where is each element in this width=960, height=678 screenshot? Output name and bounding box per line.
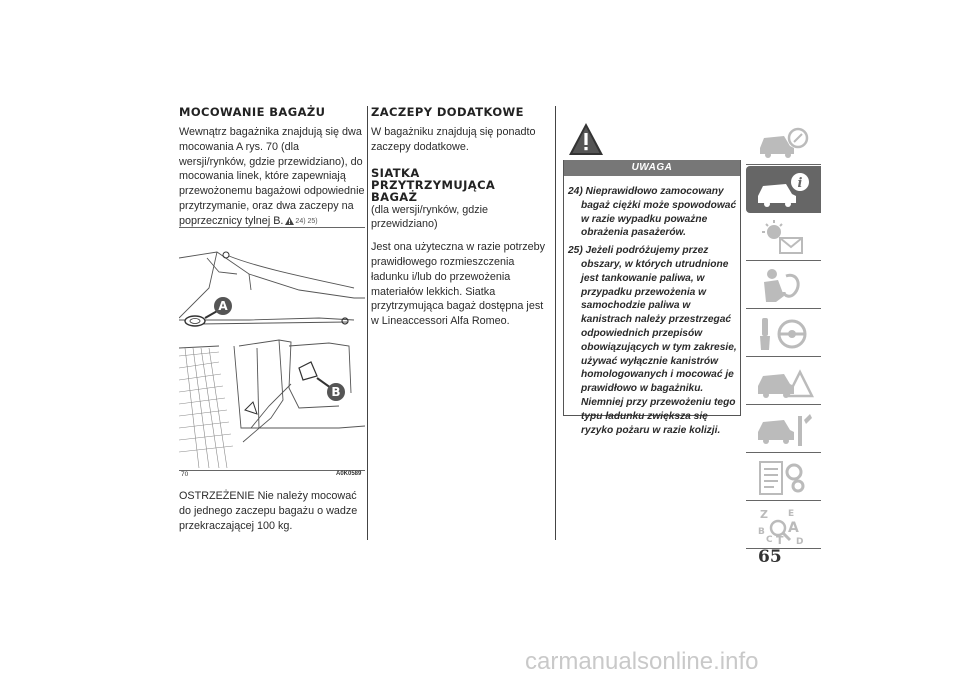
column-divider [555,106,556,540]
sidebar-item-lights[interactable] [746,214,821,261]
mocowanie-text: Wewnątrz bagażnika znajdują się dwa mocowania A rys. 70 (dla wersji/rynków, gdzie przewidziano), do mocowania linek, które zapewniają przewożonemu bagażowi odpowiednie przytrzymanie, oraz dwa zaczepy na poprzecznicy tylnej B. [179,126,365,227]
column-zaczepy [371,106,549,329]
car-info-icon [754,170,814,210]
label-a: A [218,299,228,313]
alphabet-index-icon [754,506,814,546]
sidebar-item-technical[interactable] [746,454,821,501]
car-warning-icon [754,362,814,402]
warning-item-25: 25) Jeżeli podróżujemy przez obszary, w których utrudnione jest tankowanie paliwa, w przypadku przewożenia w samochodzie paliwa w kanistrach należy przestrzegać odpowiednich przepisów obowiązujących w tym zakresie, używać wyłącznie kanistrów homologowanych i mocować je prawidłowo w bagażniku. Niemniej przy przewożeniu tego typu ładunku zwiększa się ryzyko pożaru w razie kolizji. [568,245,737,436]
car-dashboard-icon [754,122,814,162]
index-letter: B [758,527,765,537]
heading-mocowanie-bagazu: MOCOWANIE BAGAŻU [179,105,326,119]
warning-list [564,176,740,437]
siatka-versions-text: (dla wersji/rynków, gdzie przewidziano) [371,203,489,231]
checklist-gears-icon [754,458,814,498]
warning-title: UWAGA [564,160,740,176]
index-letter: A [788,520,799,536]
page-number: 65 [758,547,782,567]
index-letter: C [766,535,773,545]
car-tools-icon [754,410,814,450]
sidebar-item-maintenance[interactable] [746,406,821,453]
warning-triangle-icon [568,122,604,156]
trunk-illustration [179,228,365,470]
index-letter: D [796,537,804,546]
sidebar-item-safety[interactable] [746,262,821,309]
paragraph-mocowanie [179,125,365,230]
warning-triangle-icon [285,217,294,225]
ostrzezenie-block [179,489,369,533]
siatka-text: Jest ona użyteczna w razie potrzeby prawidłowego rozmieszczenia ładunku i/lub do przewożenia materiałów lekkich. Siatka przytrzymująca bagaż dostępna jest w Lineaccessori Alfa Romeo. [371,241,546,328]
watermark: carmanualsonline.info [525,648,759,675]
sidebar-item-info[interactable] [746,166,821,213]
figure-trunk-hooks [179,227,365,471]
chapter-sidebar [746,118,821,550]
seat-safety-icon [754,266,814,306]
footnote-refs: 24) 25) [295,217,318,225]
index-letter: T [776,534,784,546]
warning-item-24: 24) Nieprawidłowo zamocowany bagaż ciężki może spowodować w razie wypadku poważne obrażenia pasażerów. [568,186,737,239]
sidebar-item-index[interactable] [746,502,821,549]
index-letter: E [788,509,795,519]
heading-siatka: SIATKA PRZYTRZYMUJĄCA BAGAŻ [371,165,496,204]
svg-text:i: i [797,176,803,191]
sidebar-item-dashboard[interactable] [746,118,821,165]
heading-zaczepy-dodatkowe: ZACZEPY DODATKOWE [371,105,524,119]
zaczepy-text: W bagażniku znajdują się ponadto zaczepy dodatkowe. [371,126,536,153]
label-b: B [331,385,341,399]
column-mocowanie [179,106,365,230]
ostrzezenie-text: OSTRZEŻENIE Nie należy mocować do jednego zaczepu bagażu o wadze przekraczającej 100 kg. [179,490,358,532]
key-steering-icon [754,314,814,354]
warning-box [563,160,741,436]
column-divider [367,106,368,540]
figure-number: 70 [181,471,189,478]
sidebar-item-starting[interactable] [746,310,821,357]
sidebar-item-emergency[interactable] [746,358,821,405]
lights-mail-icon [754,218,814,258]
figure-code: A0K0589 [336,471,362,477]
index-letter: Z [760,508,768,521]
